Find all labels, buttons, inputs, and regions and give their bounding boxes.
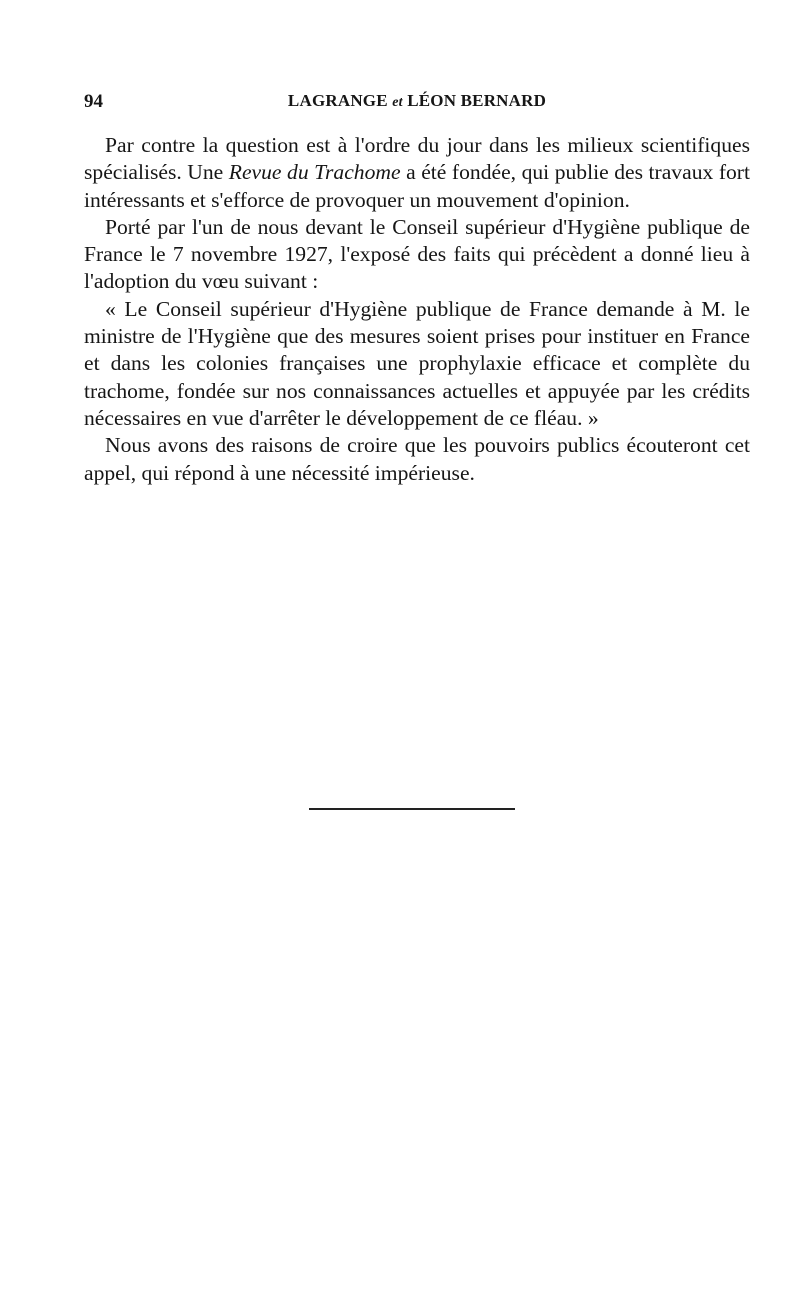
paragraph-1-start: Par contre la question est à l'ordre du jour dans les milieux scientifiques spécialisés. Une [84,133,750,185]
running-header [84,91,750,115]
page-number: 94 [84,91,103,112]
author-conjunction: et [392,95,403,110]
paragraph-revue-du-trachome [84,132,750,214]
paragraph-conseil-superieur: Porté par l'un de nous devant le Conseil supérieur d'Hygiène publique de France le 7 novembre 1927, l'exposé des faits qui précèdent a donné lieu à l'adoption du vœu suivant : [84,214,750,294]
author-leon-bernard: LÉON BERNARD [407,91,547,110]
chapter-end-rule [309,808,515,810]
paragraph-conclusion: Nous avons des raisons de croire que les pouvoirs publics écouteront cet appel, qui répond à une nécessité impérieuse. [84,433,750,485]
author-lagrange: LAGRANGE [287,91,388,110]
running-title [84,91,750,111]
paragraph-1-end: a été fondée, qui publie des travaux fort intéressants et s'efforce de provoquer un mouvement d'opinion. [84,160,750,212]
body-text [84,132,750,487]
journal-title: Revue du Trachome [228,160,401,185]
paragraph-voeu-quote: « Le Conseil supérieur d'Hygiène publique de France demande à M. le ministre de l'Hygiène que des mesures soient prises pour instituer en France et dans les colonies françaises une prophylaxie efficace et complète du trachome, fondée sur nos connaissances actuelles et appuyée par les crédits nécessaires en vue d'arrêter le développement de ce fléau. » [84,296,750,430]
